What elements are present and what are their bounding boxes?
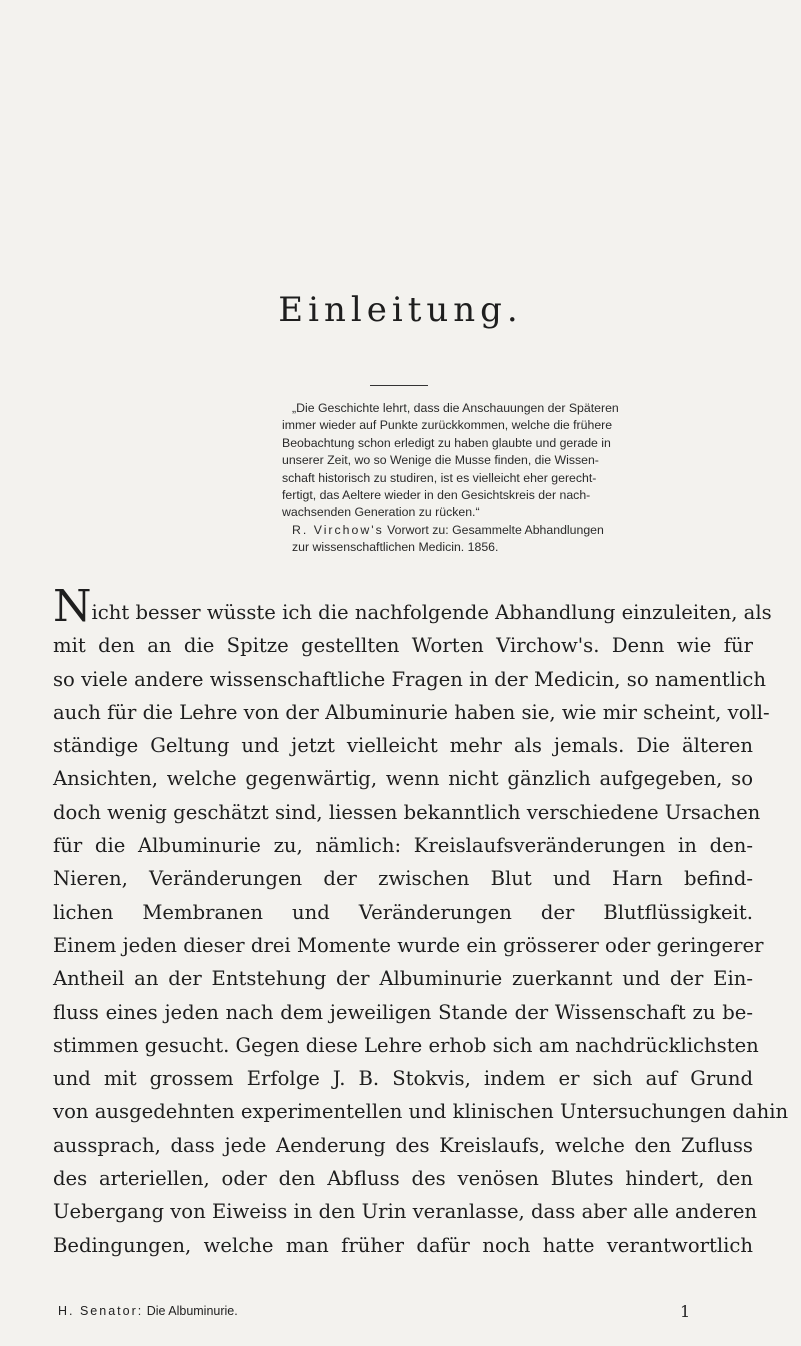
epigraph-source (282, 522, 752, 557)
text-line: stimmen gesucht. Gegen diese Lehre erhob sich am nachdrücklichsten (53, 1033, 759, 1057)
text-line: mit den an die Spitze gestellten Worten Virchow's. Denn wie für (53, 634, 753, 658)
text-line: für die Albuminurie zu, nämlich: Kreislaufsveränderungen in den- (53, 834, 753, 858)
text-line: Bedingungen, welche man früher dafür noch hatte verantwortlich (53, 1233, 753, 1257)
footer-title: Die Albuminurie. (143, 1304, 238, 1318)
text-line: doch wenig geschätzt sind, liessen bekanntlich verschiedene Ursachen (53, 800, 761, 824)
text-line: so viele andere wissenschaftliche Fragen in der Medicin, so namentlich (53, 667, 766, 691)
drop-cap: N (53, 581, 92, 632)
text-line: Nicht besser wüsste ich die nachfolgende Abhandlung einzuleiten, als (53, 581, 772, 632)
epigraph (282, 400, 752, 557)
text-line: lichen Membranen und Veränderungen der Blutflüssigkeit. (53, 900, 753, 924)
text-line: ständige Geltung und jetzt vielleicht mehr als jemals. Die älteren (53, 734, 753, 758)
heading-divider (370, 385, 428, 386)
text-line: von ausgedehnten experimentellen und klinischen Untersuchungen dahin (53, 1100, 789, 1124)
text-line: fluss eines jeden nach dem jeweiligen Stande der Wissenschaft zu be- (53, 1000, 753, 1024)
text-line: Antheil an der Entstehung der Albuminurie zuerkannt und der Ein- (53, 967, 753, 991)
text-line: Ansichten, welche gegenwärtig, wenn nicht gänzlich aufgegeben, so (53, 767, 753, 791)
text-line: Uebergang von Eiweiss in den Urin veranlasse, dass aber alle anderen (53, 1200, 758, 1224)
text-line: Nieren, Veränderungen der zwischen Blut und Harn befind- (53, 867, 753, 891)
text-line: des arteriellen, oder den Abfluss des venösen Blutes hindert, den (53, 1167, 753, 1191)
text-line: und mit grossem Erfolge J. B. Stokvis, indem er sich auf Grund (53, 1067, 753, 1091)
epigraph-reference: Vorwort zu: Gesammelte Abhandlungen zur wissenschaftlichen Medicin. 1856. (292, 522, 604, 555)
text-line: auch für die Lehre von der Albuminurie haben sie, wie mir scheint, voll- (53, 700, 770, 724)
page-footer (58, 1304, 698, 1318)
text-line: Einem jeden dieser drei Momente wurde ein grösserer oder geringerer (53, 933, 764, 957)
footer-author: H. Senator: (58, 1304, 144, 1318)
chapter-heading: Einleitung. (278, 290, 523, 330)
epigraph-author: R. Virchow's (292, 522, 384, 537)
main-text (53, 581, 789, 1262)
signature-mark: 1 (680, 1302, 691, 1321)
epigraph-quote: „Die Geschichte lehrt, dass die Anschauungen der Späteren immer wieder auf Punkte zurückkommen, welche die frühere Beobachtung schon erledigt zu haben glaubte und gerade in unserer Zeit, wo so Wenige die Musse finden, die Wissen- schaft historisch zu studiren, ist es vielleicht eher gerecht- fertigt, das Aeltere wieder in den Gesichtskreis der nach- wachsenden Generation zu rücken.“ (282, 401, 619, 520)
text-line: aussprach, dass jede Aenderung des Kreislaufs, welche den Zufluss (53, 1133, 753, 1157)
